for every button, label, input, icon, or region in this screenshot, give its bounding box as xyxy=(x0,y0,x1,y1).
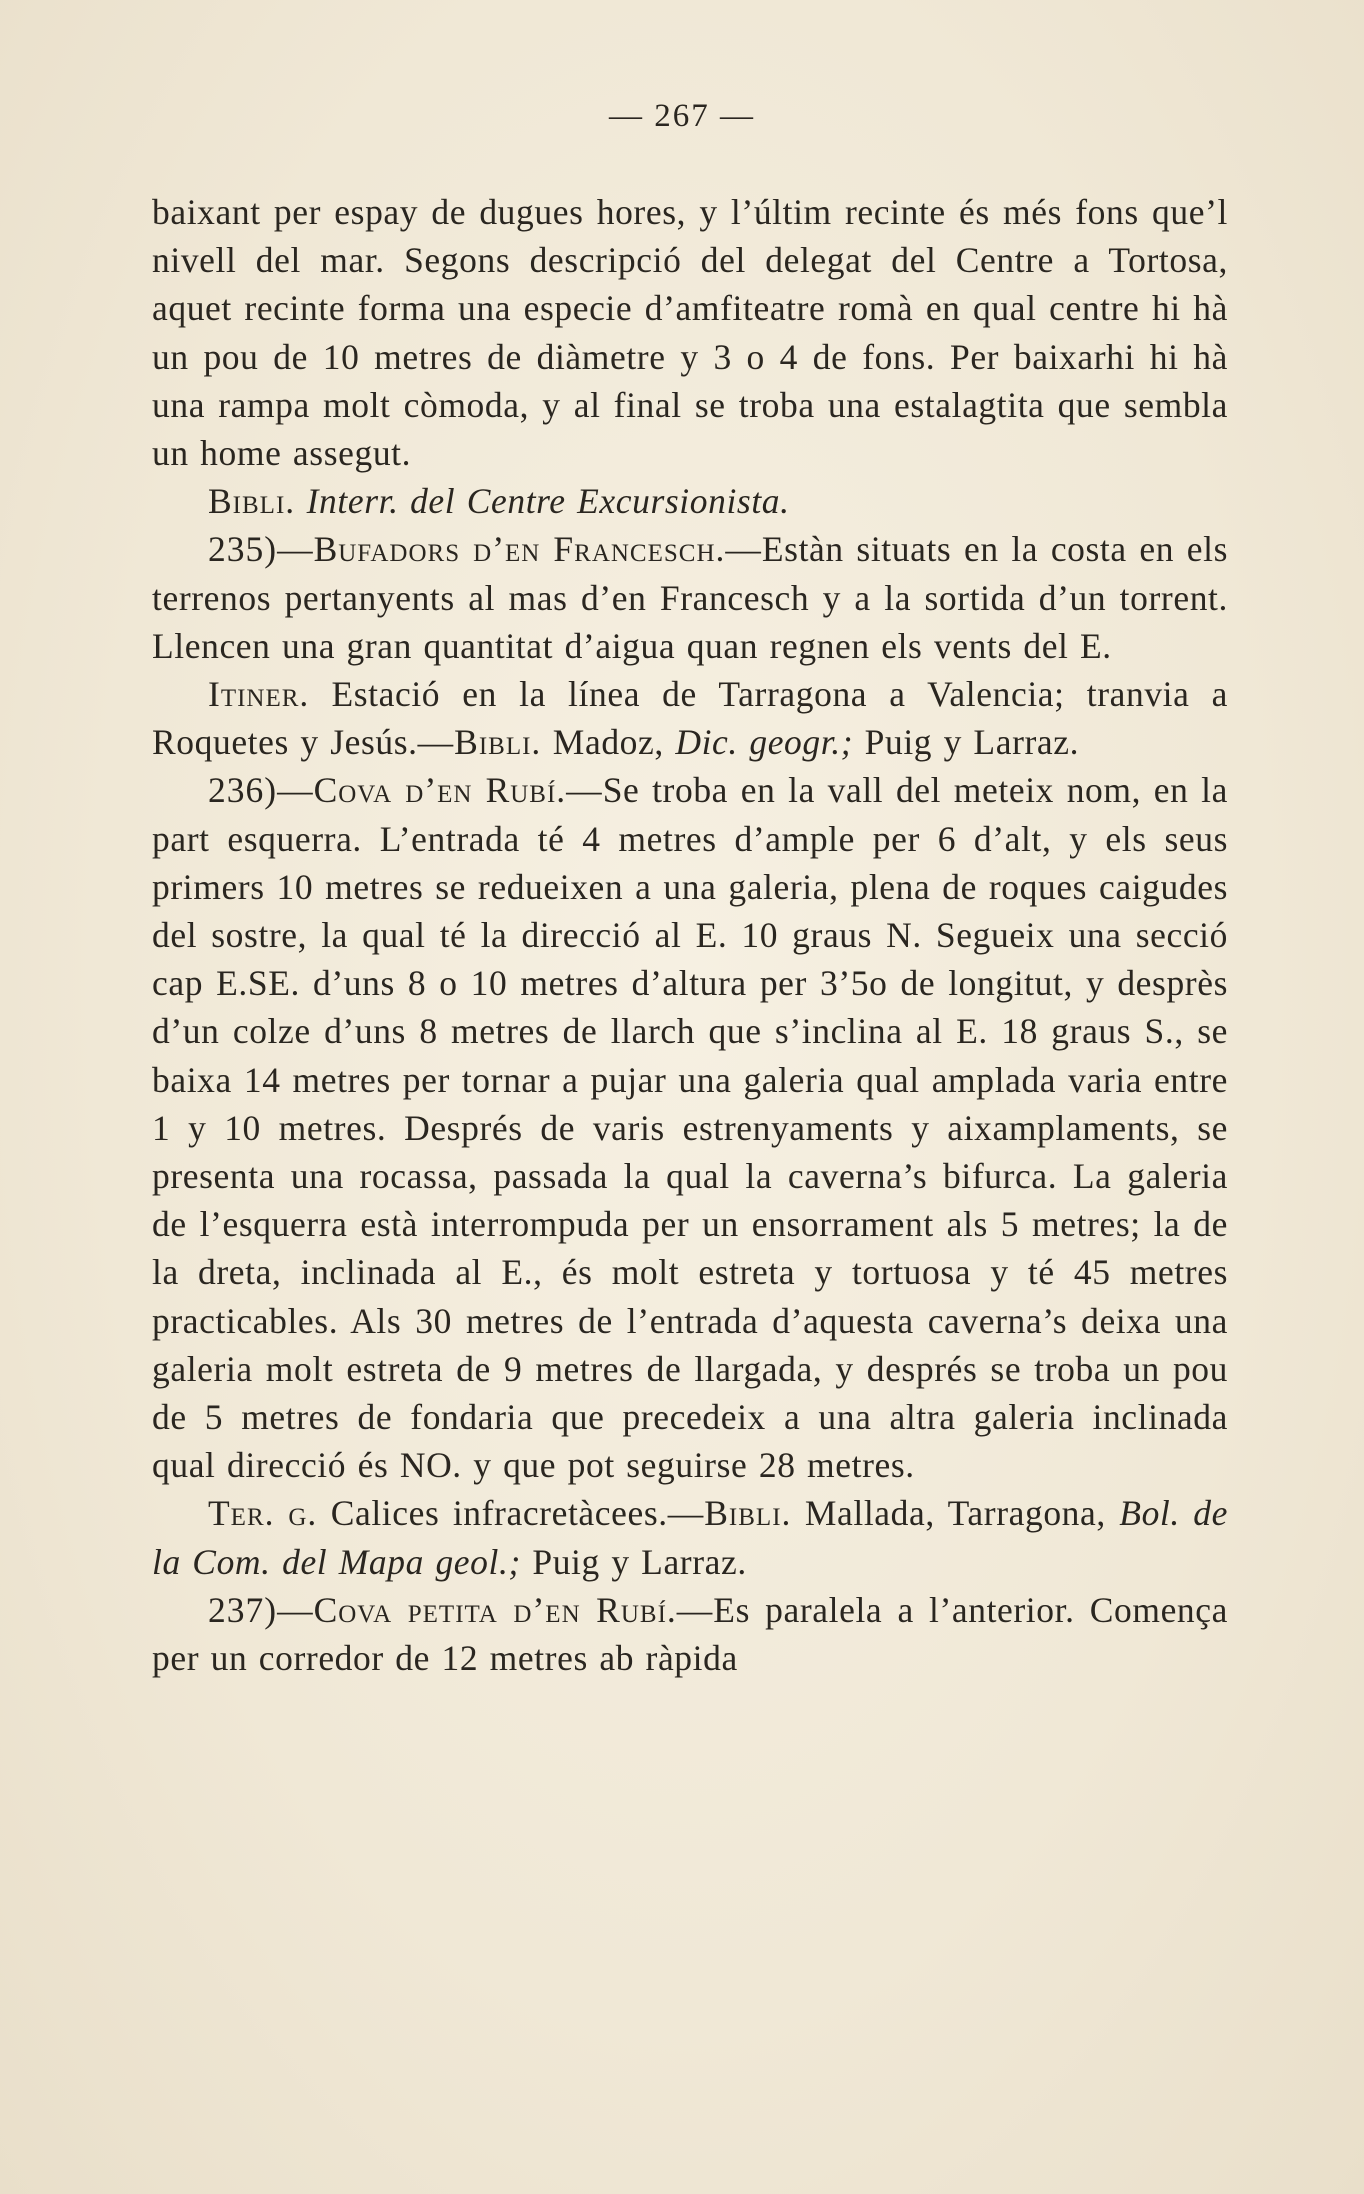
entry-text: Es paralela a l’anterior. Comença per un corredor de 12 metres ab ràpida xyxy=(152,1589,1228,1679)
bibliography-author-2: Puig y Larraz. xyxy=(864,722,1080,763)
bibliography-label: —Bibli. xyxy=(667,1493,792,1534)
itinerary-label: Itiner. xyxy=(208,674,310,715)
paragraph-entry-237 xyxy=(152,1586,1228,1682)
bibliography-title: Dic. geogr.; xyxy=(675,722,854,763)
paragraph-bibliography xyxy=(152,477,1228,525)
paragraph-entry-235 xyxy=(152,525,1228,670)
bibliography-title: Bol. de la Com. del Mapa geol.; xyxy=(152,1493,1228,1582)
page-number: — 267 — xyxy=(609,98,755,134)
paragraph-continuation xyxy=(152,188,1228,477)
itinerary-text: Estació en la línea de Tarragona a Valencia; tranvia a Roquetes y Jesús. xyxy=(152,674,1228,763)
entry-text: Se troba en la vall del meteix nom, en la part esquerra. L’entrada té 4 metres d’ample per 6 d’alt, y els seus primers 10 metres se redueixen a una galeria, plena de roques caigudes del sostre, la qual té la direcció al E. 10 graus N. Segueix una secció cap E.SE. d’uns 8 o 10 metres d’altura per 3’5o de longitut, y desprès d’un colze d’uns 8 metres de llarch que s’inclina al E. 18 graus S., se baixa 14 metres per tornar a pujar una galeria qual amplada varia entre 1 y 10 metres. Després de varis estrenyaments y aixamplaments, se presenta una rocassa, passada la qual la caverna’s bifurca. La galeria de l’esquerra està interrompuda per un ensorrament als 5 metres; la de la dreta, inclinada al E., és molt estreta y tortuosa y té 45 metres practicables. Als 30 metres de l’entrada d’aquesta caverna’s deixa una galeria molt estreta de 9 metres de llargada, y després se troba un pou de 5 metres de fondaria que precedeix a una altra galeria inclinada qual direcció és NO. y que pot seguirse 28 metres. xyxy=(152,770,1228,1486)
entry-heading: 236)—Cova d’en Rubí.— xyxy=(208,770,603,811)
bibliography-author: Mallada, Tarragona, xyxy=(804,1493,1106,1534)
paragraph-entry-236 xyxy=(152,766,1228,1489)
entry-heading: 237)—Cova petita d’en Rubí.— xyxy=(208,1589,714,1630)
entry-text: Estàn situats en la costa en els terrenos pertanyents al mas d’en Francesch y a la sortida d’un torrent. Llencen una gran quantitat d’aigua quan regnen els vents del E. xyxy=(152,529,1228,666)
geology-text: Calices infracretàcees. xyxy=(330,1493,668,1534)
entry-heading: 235)—Bufadors d’en Francesch.— xyxy=(208,529,762,570)
bibliography-label: —Bibli. xyxy=(417,722,542,763)
bibliography-author: Madoz, xyxy=(552,722,664,763)
bibliography-author-2: Puig y Larraz. xyxy=(532,1541,747,1582)
paragraph-geology xyxy=(152,1489,1228,1585)
paragraph-text: baixant per espay de dugues hores, y l’últim recinte és més fons que’l nivell del mar. Segons descripció del delegat del Centre a Tortosa, aquet recinte forma una especie d’amfiteatre romà en qual centre hi hà un pou de 10 metres de diàmetre y 3 o 4 de fons. Per baixarhi hi hà una rampa molt còmoda, y al final se troba una estalagtita que sembla un home assegut. xyxy=(152,192,1228,474)
page-body xyxy=(152,188,1228,1682)
bibliography-label: Bibli. xyxy=(208,481,296,522)
paragraph-itinerary xyxy=(152,670,1228,766)
bibliography-text: Interr. del Centre Excursionista. xyxy=(306,481,790,522)
geology-label: Ter. g. xyxy=(208,1493,318,1534)
